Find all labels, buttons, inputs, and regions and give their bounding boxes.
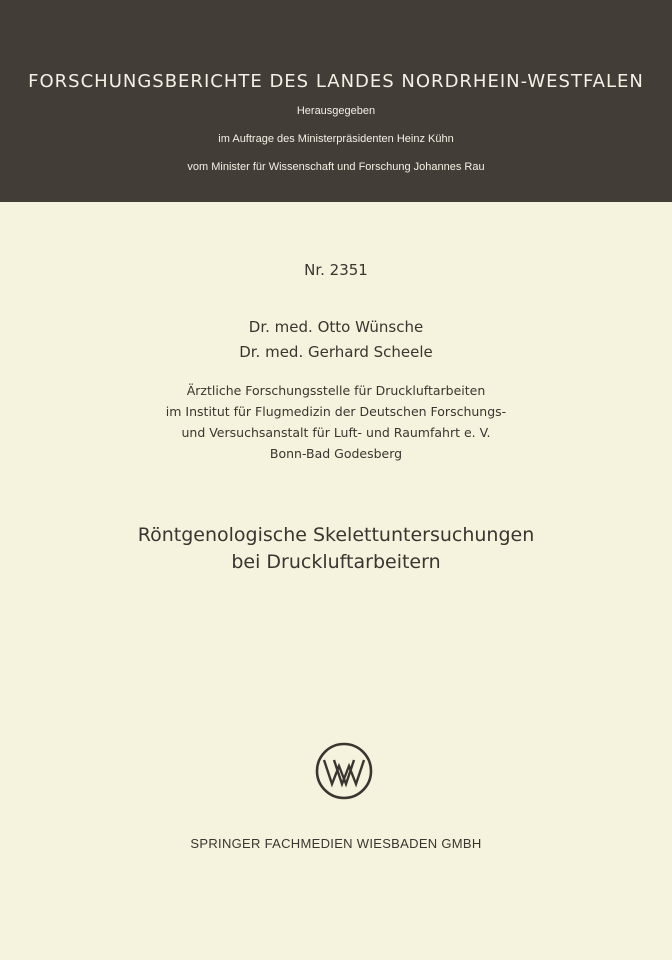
institution-line-1: Ärztliche Forschungsstelle für Druckluftarbeiten — [186, 383, 486, 398]
author-2: Dr. med. Gerhard Scheele — [239, 343, 433, 361]
institution-line-4: Bonn-Bad Godesberg — [269, 446, 403, 461]
series-header-band — [0, 0, 672, 202]
institution-line-3: und Versuchsanstalt für Luft- und Raumfahrt e. V. — [181, 425, 491, 440]
vw-circle-logo-icon — [314, 741, 374, 801]
book-title-line-2: bei Druckluftarbeitern — [231, 551, 441, 573]
institution-line-2: im Institut für Flugmedizin der Deutschen Forschungs- — [165, 404, 507, 419]
report-number: Nr. 2351 — [304, 261, 368, 279]
series-title: FORSCHUNGSBERICHTE DES LANDES NORDRHEIN-WESTFALEN — [28, 71, 644, 92]
publisher-name: SPRINGER FACHMEDIEN WIESBADEN GMBH — [190, 836, 482, 851]
minister-line: vom Minister für Wissenschaft und Forschung Johannes Rau — [187, 161, 485, 173]
book-title-line-1: Röntgenologische Skelettuntersuchungen — [137, 524, 535, 546]
commission-line: im Auftrage des Ministerpräsidenten Heinz Kühn — [218, 133, 454, 145]
author-1: Dr. med. Otto Wünsche — [248, 318, 424, 336]
editor-line: Herausgegeben — [296, 105, 376, 117]
